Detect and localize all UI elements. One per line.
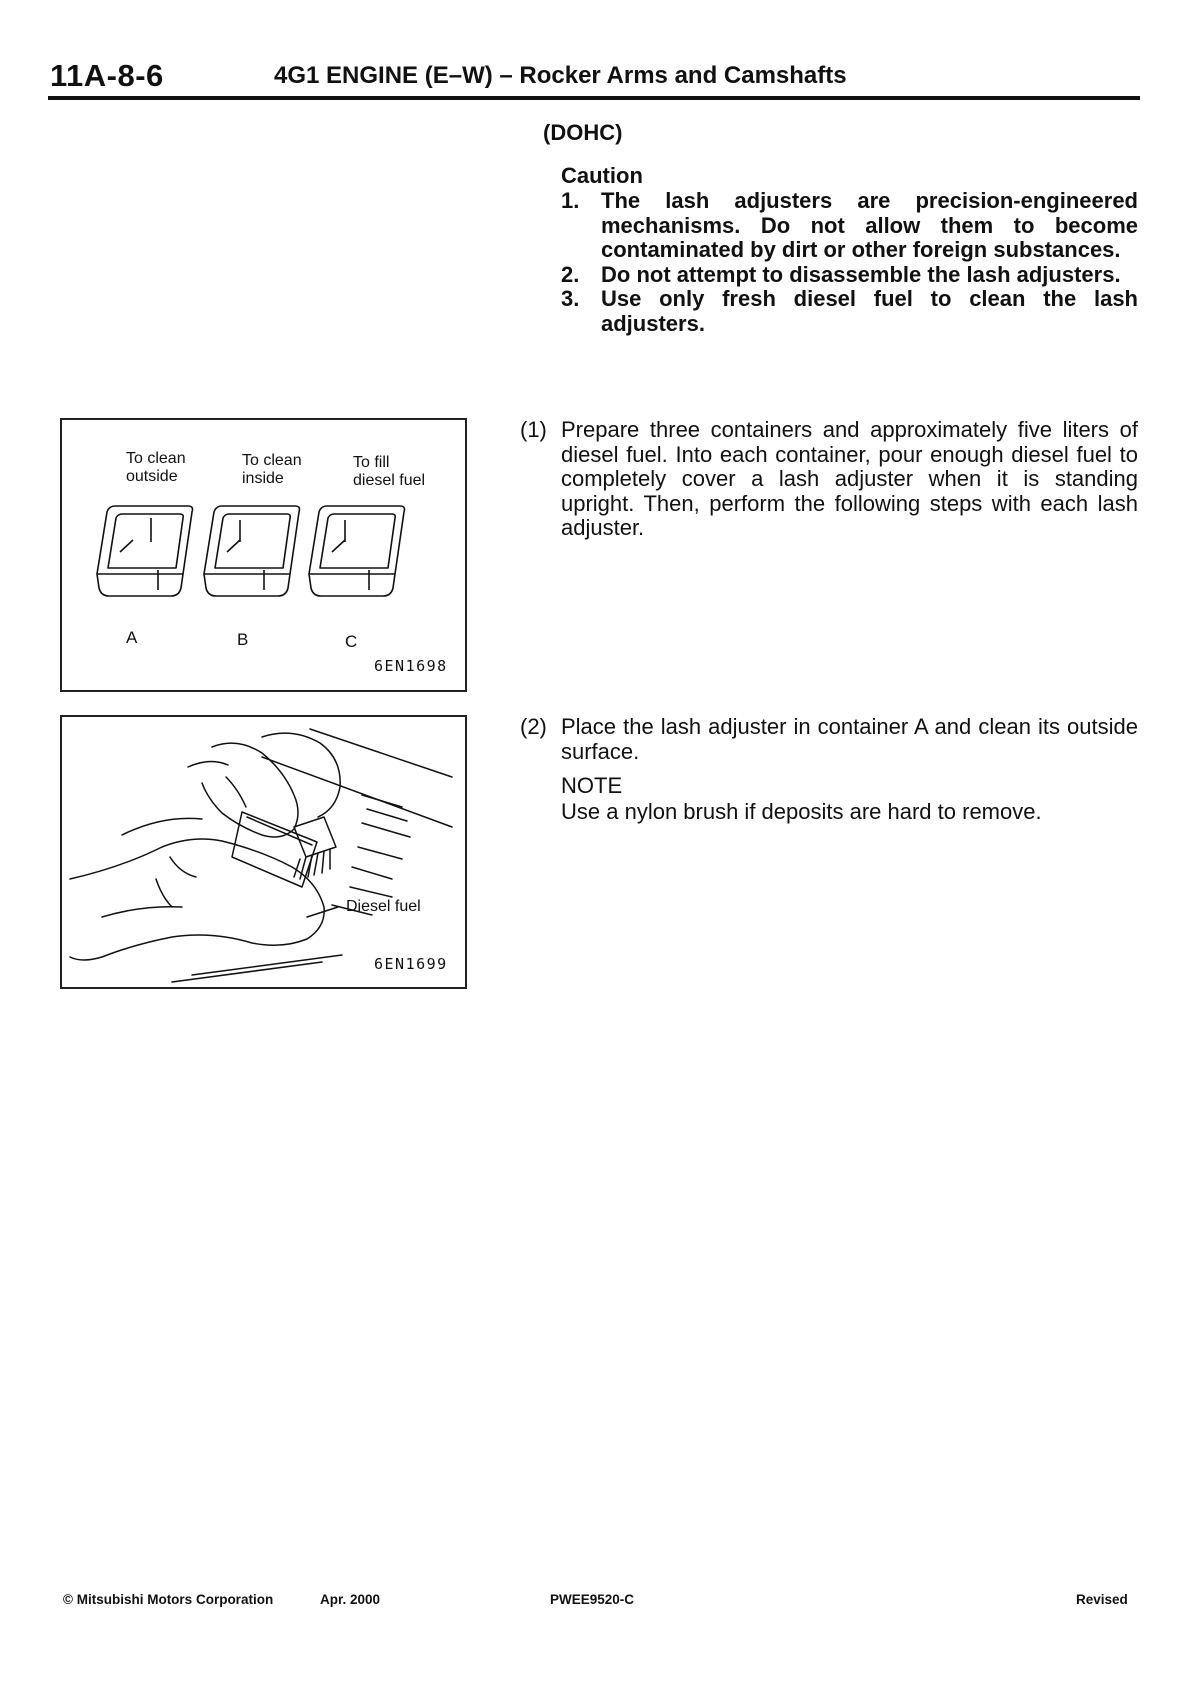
container-a-letter: A: [126, 628, 138, 647]
caution-item-number: 3.: [561, 286, 580, 311]
step-number: (1): [520, 417, 547, 442]
page-number: 11A-8-6: [50, 58, 164, 93]
footer-date: Apr. 2000: [320, 1592, 381, 1607]
container-a-drawing: [97, 506, 193, 596]
caution-item-number: 2.: [561, 261, 580, 287]
caution-list: [561, 189, 1138, 336]
figure-containers: [60, 418, 467, 692]
container-b-label: To clean inside: [242, 452, 302, 487]
caution-item-text: Do not attempt to disassemble the lash adjusters.: [601, 261, 1121, 287]
footer-copyright: © Mitsubishi Motors Corporation: [63, 1592, 274, 1607]
step-text: Prepare three containers and approximately five liters of diesel fuel. Into each container, pour enough diesel fuel to completely cover a lash adjuster when it is standing upright. Then, perform the following steps with each lash adjuster.: [561, 417, 1138, 540]
caution-item: [561, 287, 1138, 336]
figure-code: 6EN1698: [374, 657, 448, 675]
header-rule: [48, 96, 1140, 100]
note-label: NOTE: [561, 773, 623, 798]
container-b-letter: B: [237, 630, 249, 649]
container-c-label: To fill diesel fuel: [353, 454, 426, 489]
container-c-letter: C: [345, 632, 358, 651]
caution-item: [561, 189, 1138, 263]
step-number: (2): [520, 714, 547, 739]
step-text: Place the lash adjuster in container A and clean its outside surface.: [561, 714, 1138, 764]
container-c-drawing: [309, 506, 405, 596]
caution-item: [561, 263, 1138, 288]
section-label: (DOHC): [543, 120, 623, 145]
caution-item-text: The lash adjusters are precision-engineered mechanisms. Do not allow them to become contaminated by dirt or other foreign substances.: [601, 188, 1138, 262]
procedure-step-2: [520, 715, 1138, 764]
container-b-drawing: [204, 506, 300, 596]
page-title: 4G1 ENGINE (E–W) – Rocker Arms and Camshafts: [274, 62, 847, 89]
cleaning-illustration: [62, 717, 465, 987]
diesel-fuel-label: Diesel fuel: [346, 898, 421, 915]
footer-status: Revised: [1076, 1592, 1128, 1607]
caution-item-number: 1.: [561, 188, 580, 213]
footer-code: PWEE9520-C: [550, 1592, 635, 1607]
caution-title: Caution: [561, 163, 643, 188]
procedure-step-1: [520, 418, 1138, 541]
figure-cleaning: [60, 715, 467, 989]
figure-code: 6EN1699: [374, 955, 448, 973]
note-text: Use a nylon brush if deposits are hard to remove.: [561, 799, 1042, 824]
caution-item-text: Use only fresh diesel fuel to clean the lash adjusters.: [601, 286, 1138, 336]
container-a-label: To clean outside: [126, 450, 186, 485]
